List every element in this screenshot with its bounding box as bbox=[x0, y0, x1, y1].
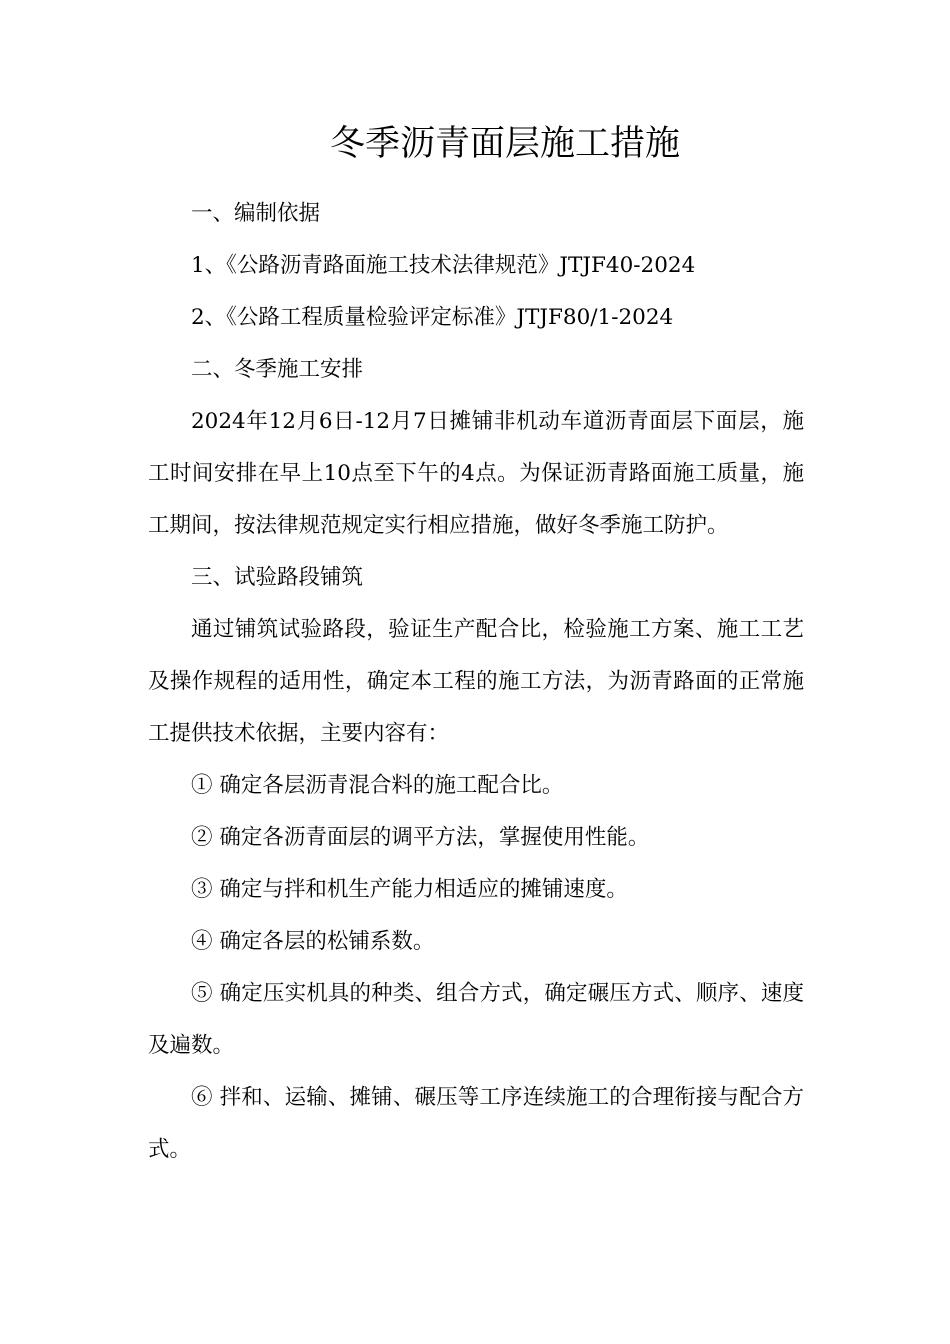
trial-item-4: ④ 确定各层的松铺系数。 bbox=[191, 929, 435, 954]
section-heading-basis: 一、编制依据 bbox=[191, 201, 321, 226]
trial-paragraph: 通过铺筑试验路段，验证生产配合比，检验施工方案、施工工艺及操作规程的适用性，确定本工程的施工方法，为沥青路面的正常施工提供技术依据，主要内容有： bbox=[148, 617, 804, 746]
trial-item-1: ① 确定各层沥青混合料的施工配合比。 bbox=[191, 773, 564, 798]
trial-item-3: ③ 确定与拌和机生产能力相适应的摊铺速度。 bbox=[191, 877, 628, 902]
schedule-paragraph: 2024年12月6日-12月7日摊铺非机动车道沥青面层下面层，施工时间安排在早上10点至下午的4点。为保证沥青路面施工质量，施工期间，按法律规范规定实行相应措施，做好冬季施工防护。 bbox=[148, 409, 804, 538]
document-body bbox=[148, 188, 804, 1176]
trial-item-2: ② 确定各沥青面层的调平方法，掌握使用性能。 bbox=[191, 825, 650, 850]
reference-item-1: 1、《公路沥青路面施工技术法律规范》JTJF40-2024 bbox=[191, 253, 696, 278]
trial-item-5: ⑤ 确定压实机具的种类、组合方式，确定碾压方式、顺序、速度及遍数。 bbox=[148, 981, 804, 1058]
section-heading-schedule: 二、冬季施工安排 bbox=[191, 357, 364, 382]
trial-item-6: ⑥ 拌和、运输、摊铺、碾压等工序连续施工的合理衔接与配合方式。 bbox=[148, 1085, 804, 1162]
reference-item-2: 2、《公路工程质量检验评定标准》JTJF80/1-2024 bbox=[191, 305, 674, 330]
document-title: 冬季沥青面层施工措施 bbox=[329, 124, 680, 164]
section-heading-trial: 三、试验路段铺筑 bbox=[191, 565, 364, 590]
